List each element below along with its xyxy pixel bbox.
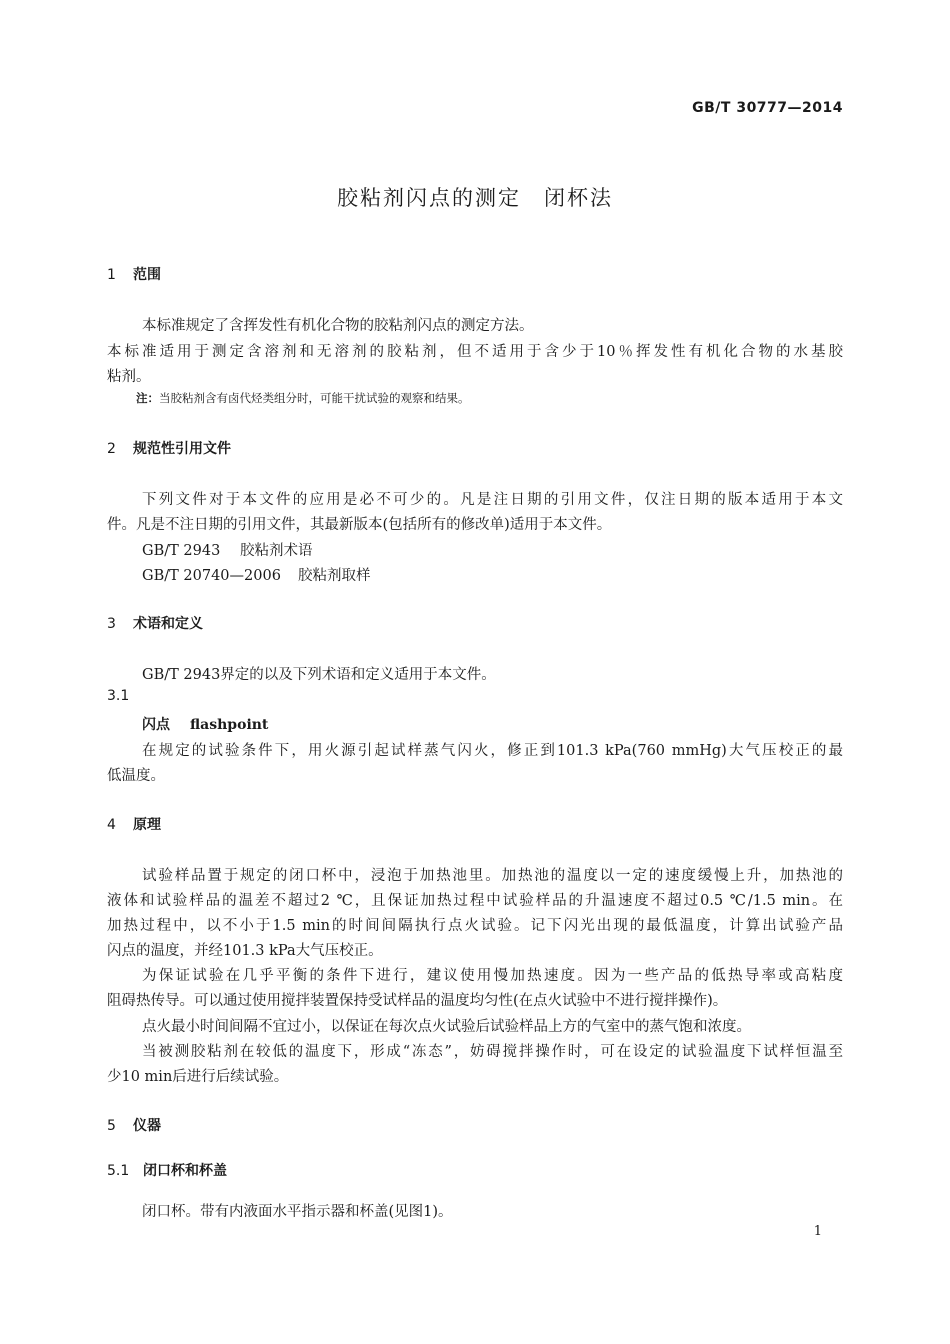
term-number: 3.1 [107,688,130,704]
scope-paragraph-1: 本标准规定了含挥发性有机化合物的胶粘剂闪点的测定方法。 [142,318,534,334]
section-2-heading [107,438,231,458]
principle-p2-line-1: 为保证试验在几乎平衡的条件下进行，建议使用慢加热速度。因为一些产品的低热导率或高粘度 [142,968,843,984]
principle-p1-line-2: 液体和试验样品的温差不超过2 ℃，且保证加热过程中试验样品的升温速度不超过0.5 ℃/1.5 min。在 [107,893,843,909]
section-5-heading [107,1115,161,1135]
note-text: 当胶粘剂含有卤代烃类组分时，可能干扰试验的观察和结果。 [159,391,470,405]
section-number: 5.1 [107,1163,130,1179]
scope-paragraph-2-line-2: 粘剂。 [107,369,151,385]
page-number: 1 [813,1224,822,1239]
section-title: 闭口杯和杯盖 [143,1163,227,1179]
term-heading [142,714,268,734]
section-3-heading [107,613,203,633]
document-title: 胶粘剂闪点的测定 闭杯法 [337,186,613,210]
section-title: 术语和定义 [133,616,203,632]
section-title: 仪器 [133,1118,161,1134]
reference-name: 胶粘剂取样 [298,568,371,584]
standard-code: GB/T 30777—2014 [692,100,843,116]
principle-p1-line-4: 闪点的温度，并经101.3 kPa大气压校正。 [107,943,383,959]
section-number: 4 [107,817,116,833]
principle-p3: 点火最小时间间隔不宜过小，以保证在每次点火试验后试验样品上方的气室中的蒸气饱和浓度。 [142,1019,751,1035]
section-4-heading [107,814,161,834]
term-english: flashpoint [190,717,269,733]
principle-p4-line-1: 当被测胶粘剂在较低的温度下，形成“冻态”，妨碍搅拌操作时，可在设定的试验温度下试样恒温至 [142,1044,843,1060]
term-chinese: 闪点 [142,717,170,733]
principle-p4-line-2: 少10 min后进行后续试验。 [107,1069,289,1085]
section-title: 规范性引用文件 [133,441,231,457]
principle-p2-line-2: 阻碍热传导。可以通过使用搅拌装置保持受试样品的温度均匀性(在点火试验中不进行搅拌操作)。 [107,993,728,1009]
section-number: 1 [107,267,116,283]
reference-code: GB/T 20740—2006 [142,568,281,584]
principle-p1-line-3: 加热过程中，以不小于1.5 min的时间间隔执行点火试验。记下闪光出现的最低温度，计算出试验产品 [107,918,843,934]
section-5-1-heading [107,1160,227,1180]
section-number: 2 [107,441,116,457]
section-title: 原理 [133,817,161,833]
reference-name: 胶粘剂术语 [240,543,313,559]
terms-intro: GB/T 2943界定的以及下列术语和定义适用于本文件。 [142,667,496,683]
scope-note [136,390,470,406]
section-number: 5 [107,1118,116,1134]
scope-paragraph-2-line-1: 本标准适用于测定含溶剂和无溶剂的胶粘剂，但不适用于含少于10％挥发性有机化合物的水基胶 [107,344,843,360]
section-title: 范围 [133,267,161,283]
normative-paragraph-line-2: 件。凡是不注日期的引用文件，其最新版本(包括所有的修改单)适用于本文件。 [107,517,612,533]
note-label: 注： [136,391,159,405]
term-definition-line-2: 低温度。 [107,768,165,784]
reference-code: GB/T 2943 [142,543,221,559]
normative-reference [142,539,313,560]
normative-reference [142,564,371,585]
principle-p1-line-1: 试验样品置于规定的闭口杯中，浸泡于加热池里。加热池的温度以一定的速度缓慢上升，加热池的 [142,868,843,884]
section-1-heading [107,264,161,284]
apparatus-paragraph: 闭口杯。带有内液面水平指示器和杯盖(见图1)。 [142,1204,453,1220]
section-number: 3 [107,616,116,632]
normative-paragraph-line-1: 下列文件对于本文件的应用是必不可少的。凡是注日期的引用文件，仅注日期的版本适用于本文 [142,492,843,508]
term-definition-line-1: 在规定的试验条件下，用火源引起试样蒸气闪火，修正到101.3 kPa(760 mmHg)大气压校正的最 [142,743,843,759]
